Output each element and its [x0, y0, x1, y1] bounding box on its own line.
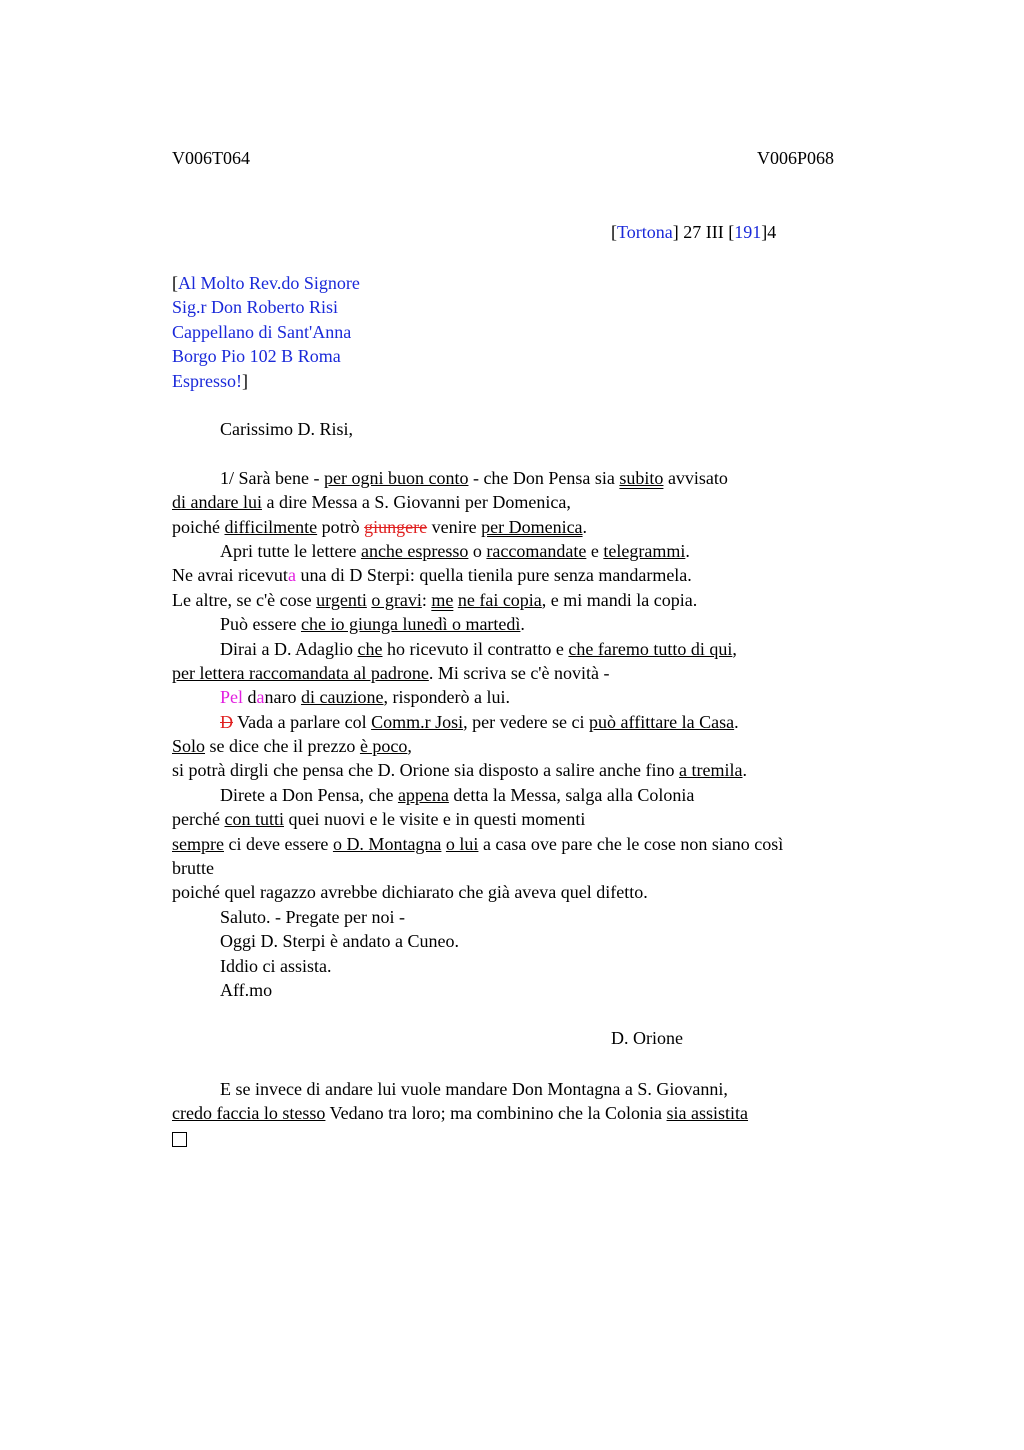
postscript: [172, 1077, 748, 1150]
address-line: Borgo Pio 102 B Roma: [172, 346, 341, 367]
text-line: D Vada a parlare col Comm.r Josi, per vedere se ci può affittare la Casa.: [220, 711, 739, 732]
letter-body: [172, 417, 892, 1002]
text-line: E se invece di andare lui vuole mandare Don Montagna a S. Giovanni,: [220, 1079, 728, 1099]
text-line: di andare lui a dire Messa a S. Giovanni per Domenica,: [172, 492, 571, 513]
text-line: brutte: [172, 858, 214, 879]
text-line: Dirai a D. Adaglio che ho ricevuto il contratto e che faremo tutto di qui,: [220, 638, 737, 659]
text-line: 1/ Sarà bene - per ogni buon conto - che Don Pensa sia subito avvisato: [220, 467, 728, 488]
text-line: Pel danaro di cauzione, risponderò a lui.: [220, 687, 510, 708]
text-line: per lettera raccomandata al padrone. Mi scriva se c'è novità -: [172, 662, 610, 683]
text-line: poiché quel ragazzo avrebbe dichiarato che già aveva quel difetto.: [172, 882, 648, 903]
address-line: Espresso!: [172, 370, 242, 391]
text-line: Ne avrai ricevuta una di D Sterpi: quella tienila pure senza mandarmela.: [172, 565, 692, 586]
closing: Aff.mo: [220, 979, 273, 1000]
text-line: Saluto. - Pregate per noi -: [220, 906, 405, 927]
text-line: Apri tutte le lettere anche espresso o raccomandate e telegrammi.: [220, 540, 690, 561]
greeting: Carissimo D. Risi,: [220, 419, 354, 439]
text-line: Oggi D. Sterpi è andato a Cuneo.: [220, 931, 459, 952]
text-line: Solo se dice che il prezzo è poco,: [172, 736, 412, 757]
dateline-year: 191: [734, 222, 762, 242]
text-line: poiché difficilmente potrò giungere venire per Domenica.: [172, 516, 588, 537]
checkbox-square-icon: [172, 1132, 187, 1147]
address-line: Al Molto Rev.do Signore: [178, 273, 360, 293]
dateline-place: Tortona: [617, 222, 673, 242]
address-line: Sig.r Don Roberto Risi: [172, 297, 339, 318]
text-line: si potrà dirgli che pensa che D. Orione sia disposto a salire anche fino a tremila.: [172, 760, 747, 781]
address-block: [Al Molto Rev.do Signore Sig.r Don Roberto Risi Cappellano di Sant'Anna Borgo Pio 102 B Roma Espresso!]: [172, 273, 360, 391]
document-code-left: V006T064: [172, 148, 250, 168]
struck-word: giungere: [364, 516, 428, 537]
text-line: perché con tutti quei nuovi e le visite e in questi momenti: [172, 809, 586, 830]
text-line: sempre ci deve essere o D. Montagna o lui a casa ove pare che le cose non siano così: [172, 833, 784, 854]
text-line: credo faccia lo stesso Vedano tra loro; ma combinino che la Colonia sia assistita: [172, 1103, 749, 1124]
text-line: Direte a Don Pensa, che appena detta la Messa, salga alla Colonia: [220, 784, 695, 805]
signature: D. Orione: [611, 1028, 683, 1048]
text-line: Le altre, se c'è cose urgenti o gravi: me ne fai copia, e mi mandi la copia.: [172, 589, 698, 610]
text-line: Può essere che io giunga lunedì o martedì.: [220, 614, 525, 635]
address-line: Cappellano di Sant'Anna: [172, 321, 352, 342]
text-line: Iddio ci assista.: [220, 955, 332, 976]
dateline: [Tortona] 27 III [191]4: [611, 222, 777, 242]
struck-word: D: [220, 711, 233, 732]
document-code-right: V006P068: [757, 148, 835, 168]
